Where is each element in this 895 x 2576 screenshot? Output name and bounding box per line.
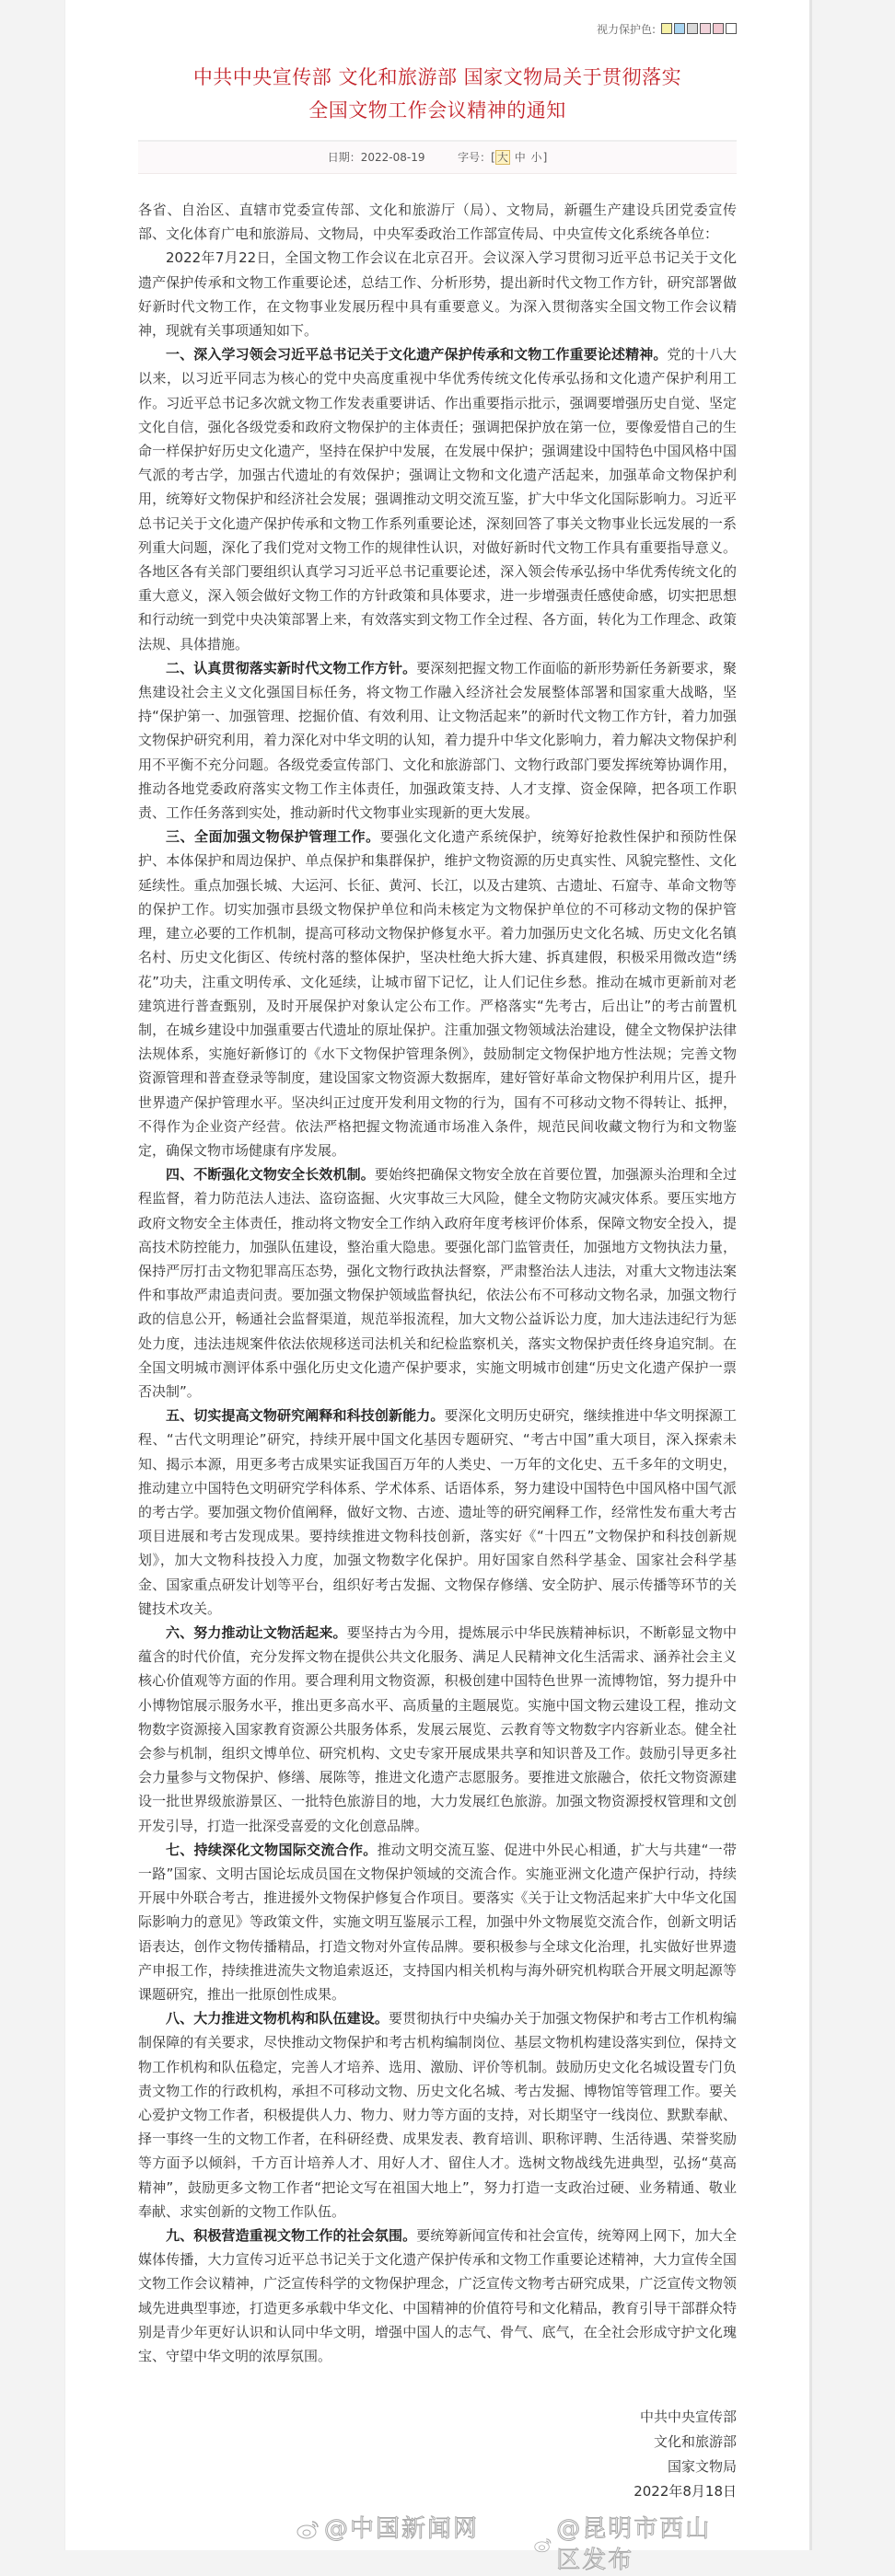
color-swatch-pink[interactable] <box>700 23 711 34</box>
section-paragraph <box>138 2006 737 2224</box>
font-size-small-button[interactable]: 小 <box>530 151 542 164</box>
section-heading: 四、不断强化文物安全长效机制。 <box>166 1166 375 1184</box>
color-swatch-yellow[interactable] <box>661 23 672 34</box>
article-panel <box>64 0 812 2575</box>
page-title <box>138 61 737 127</box>
eye-protection-color-picker <box>138 20 737 37</box>
title-line-2: 全国文物工作会议精神的通知 <box>308 99 566 121</box>
section-paragraph <box>138 1621 737 1838</box>
section-text: 要深化文明历史研究，继续推进中华文明探源工程、“古代文明理论”研究，持续开展中国文化基因专题研究、“考古中国”重大项目，深入探索未知、揭示本源，用更多考古成果实证我国百万年的人类史、一万年的文化史、五千多年的文明史，推动建立中国特色文明研究学科体系、学术体系、话语体系，努力建设中国特色中国风格中国气派的考古学。要加强文物价值阐释，做好文物、古迹、遗址等的研究阐释工作，经常性发布重大考古项目进展和考古发现成果。要持续推进文物科技创新，落实好《“十四五”文物保护和科技创新规划》，加大文物科技投入力度，加强文物数字化保护。用好国家自然科学基金、国家社会科学基金、国家重点研发计划等平台，组织好考古发掘、文物保存修缮、安全防护、展示传播等环节的关键技术攻关。 <box>138 1407 737 1617</box>
watermark-xishan <box>534 2513 737 2576</box>
font-size-label: 字号： <box>458 151 492 164</box>
color-swatch-rose[interactable] <box>713 23 724 34</box>
section-heading: 二、认真贯彻落实新时代文物工作方针。 <box>166 659 417 676</box>
section-heading: 三、全面加强文物保护管理工作。 <box>166 828 380 846</box>
section-text: 要贯彻执行中央编办关于加强文物保护和考古工作机构编制保障的有关要求，尽快推动文物保护和考古机构编制岗位、基层文物机构建设落实到位，保持文物工作机构和队伍稳定，完善人才培养、选用、激励、评价等机制。鼓励历史文化名城设置专门负责文物工作的行政机构，承担不可移动文物、历史文化名城、考古发掘、博物馆等管理工作。要关心爱护文物工作者，积极提供人力、物力、财力等方面的支持，对长期坚守一线岗位、默默奉献、择一事终一生的文物工作者，在科研经费、成果发表、教育培训、职称评聘、生活待遇、荣誉奖励等方面予以倾斜，千方百计培养人才、用好人才、留住人才。选树文物战线先进典型，弘扬“莫高精神”，鼓励更多文物工作者“把论文写在祖国大地上”，努力打造一支政治过硬、业务精通、敬业奉献、求实创新的文物工作队伍。 <box>138 2010 737 2220</box>
section-text: 要统筹新闻宣传和社会宣传，统筹网上网下，加大全媒体传播，大力宣传习近平总书记关于文化遗产保护传承和文物工作重要论述精神，大力宣传全国文物工作会议精神，广泛宣传科学的文物保护理念，广泛宣传文物考古研究成果，广泛宣传文物领域先进典型事迹，打造更多承载中华文化、中国精神的价值符号和文化精品，教育引导干部群众特别是青少年更好认识和认同中华文明，增强中国人的志气、骨气、底气，在全社会形成守护文化瑰宝、守望中华文明的浓厚氛围。 <box>138 2227 737 2365</box>
watermark-chinanews <box>296 2513 479 2545</box>
signature-block <box>138 2405 737 2504</box>
weibo-icon <box>534 2535 552 2555</box>
eye-protection-label: 视力保护色: <box>596 22 656 36</box>
font-size-large-button[interactable]: 大 <box>496 151 508 164</box>
salutation: 各省、自治区、直辖市党委宣传部、文化和旅游厅（局）、文物局，新疆生产建设兵团党委宣传部、文化体育广电和旅游局、文物局，中央军委政治工作部宣传局、中央宣传文化系统各单位： <box>138 202 737 243</box>
color-swatch-white[interactable] <box>726 23 737 34</box>
section-paragraph <box>138 1838 737 2006</box>
section-paragraph <box>138 825 737 1162</box>
section-text: 要坚持古为今用，提炼展示中华民族精神标识，不断彰显文物中蕴含的时代价值，充分发挥文物在提供公共文化服务、满足人民精神文化生活需求、涵养社会主义核心价值观等方面的作用。要合理利用文物资源，积极创建中国特色世界一流博物馆，努力提升中小博物馆展示服务水平，推出更多高水平、高质量的主题展览。实施中国文物云建设工程，推动文物数字资源接入国家教育资源公共服务体系，发展云展览、云教育等文物数字内容新业态。健全社会参与机制，组织文博单位、研究机构、文史专家开展成果共享和知识普及工作。鼓励引导更多社会力量参与文物保护、修缮、展陈等，推进文化遗产志愿服务。要推进文旅融合，依托文物资源建设一批世界级旅游景区、一批特色旅游目的地，大力发展红色旅游。加强文物资源授权管理和文创开发引导，打造一批深受喜爱的文化创意品牌。 <box>138 1623 737 1834</box>
article-content <box>138 0 737 2575</box>
signature-org-publicity: 中共中央宣传部 <box>639 2409 737 2426</box>
color-swatch-blue[interactable] <box>674 23 685 34</box>
watermark-text: @昆明市西山区发布 <box>556 2515 712 2575</box>
intro-paragraph: 2022年7月22日，全国文物工作会议在北京召开。会议深入学习贯彻习近平总书记关于文化遗产保护传承和文物工作重要论述，总结工作、分析形势，提出新时代文物工作方针，研究部署做好新时代文物工作，在文物事业发展历程中具有重要意义。为深入贯彻落实全国文物工作会议精神，现就有关事项通知如下。 <box>138 249 737 340</box>
section-heading: 七、持续深化文物国际交流合作。 <box>166 1841 378 1858</box>
article-meta-bar <box>138 140 737 174</box>
bracket-open: [ <box>491 151 495 164</box>
section-text: 要强化文化遗产系统保护，统筹好抢救性保护和预防性保护、本体保护和周边保护、单点保护和集群保护，维护文物资源的历史真实性、风貌完整性、文化延续性。重点加强长城、大运河、长征、黄河、长江，以及古建筑、古遗址、石窟寺、革命文物等的保护工作。切实加强市县级文物保护单位和尚未核定为文物保护单位的不可移动文物的保护管理，建立必要的工作机制，提高可移动文物保护修复水平。着力加强历史文化名城、历史文化名镇名村、历史文化街区、传统村落的整体保护，坚决杜绝大拆大建、拆真建假，积极采用微改造“绣花”功夫，注重文明传承、文化延续，让城市留下记忆，让人们记住乡愁。推动在城市更新前对老建筑进行普查甄别，及时开展保护对象认定公布工作。严格落实“先考古，后出让”的考古前置机制，在城乡建设中加强重要古代遗址的原址保护。注重加强文物领域法治建设，健全文物保护法律法规体系，实施好新修订的《水下文物保护管理条例》，鼓励制定文物保护地方性法规；完善文物资源管理和普查登录等制度，建设国家文物资源大数据库，建好管好革命文物保护利用片区，提升世界遗产保护管理水平。坚决纠正过度开发利用文物的行为，国有不可移动文物不得转让、抵押，不得作为企业资产经营。依法严格把握文物流通市场准入条件，规范民间收藏文物行为和文物鉴定，确保文物市场健康有序发展。 <box>138 828 737 1159</box>
weibo-icon <box>296 2519 320 2539</box>
section-list <box>138 342 737 2368</box>
signature-org-culture-tourism: 文化和旅游部 <box>653 2433 737 2451</box>
section-text: 党的十八大以来，以习近平同志为核心的党中央高度重视中华优秀传统文化传承弘扬和文化遗产保护利用工作。习近平总书记多次就文物工作发表重要讲话、作出重要指示批示，强调要增强历史自觉、坚定文化自信，强化各级党委和政府文物保护的主体责任；强调把保护放在第一位，要像爱惜自己的生命一样保护好历史文化遗产，坚持在保护中发展，在发展中保护；强调建设中国特色中国风格中国气派的考古学，加强古代遗址的有效保护；强调让文物和文化遗产活起来，加强革命文物保护利用，统筹好文物保护和经济社会发展；强调推动文明交流互鉴，扩大中华文化国际影响力。习近平总书记关于文化遗产保护传承和文物工作系列重要论述，深刻回答了事关文物事业长远发展的一系列重大问题，深化了我们党对文物工作的规律性认识，对做好新时代文物工作具有重要指导意义。各地区各有关部门要组织认真学习习近平总书记重要论述，深入领会传承弘扬中华优秀传统文化的重大意义，深入领会做好文物工作的方针政策和具体要求，进一步增强责任感使命感，切实把思想和行动统一到党中央决策部署上来，有效落实到文物工作全过程、各方面，转化为工作理念、政策法规、具体措施。 <box>138 346 737 653</box>
section-paragraph <box>138 1162 737 1404</box>
color-swatch-gray[interactable] <box>687 23 698 34</box>
title-line-1: 中共中央宣传部 文化和旅游部 国家文物局关于贯彻落实 <box>192 66 682 88</box>
watermark-text: @中国新闻网 <box>324 2515 480 2544</box>
section-heading: 一、深入学习领会习近平总书记关于文化遗产保护传承和文物工作重要论述精神。 <box>166 346 668 364</box>
article-body <box>138 198 737 2368</box>
section-heading: 六、努力推动让文物活起来。 <box>166 1623 347 1641</box>
section-heading: 五、切实提高文物研究阐释和科技创新能力。 <box>166 1407 445 1425</box>
section-paragraph <box>138 1404 737 1621</box>
section-heading: 九、积极营造重视文物工作的社会氛围。 <box>166 2227 417 2245</box>
section-text: 推动文明交流互鉴、促进中外民心相通，扩大与共建“一带一路”国家、文明古国论坛成员国在文物保护领域的交流合作。实施亚洲文化遗产保护行动，持续开展中外联合考古，推进援外文物保护修复合作项目。要落实《关于让文物活起来扩大中华文化国际影响力的意见》等政策文件，实施文明互鉴展示工程，加强中外文物展览交流合作，创新文明话语表达，创作文物传播精品，打造文物对外宣传品牌。要积极参与全球文化治理，扎实做好世界遗产申报工作，持续推进流失文物追索返还，支持国内相关机构与海外研究机构联合开展文明起源等课题研究，推出一批原创性成果。 <box>138 1841 737 2004</box>
bracket-close: ] <box>542 151 548 164</box>
section-paragraph <box>138 2224 737 2368</box>
section-paragraph <box>138 656 737 825</box>
section-paragraph <box>138 342 737 656</box>
font-size-medium-button[interactable]: 中 <box>514 151 526 164</box>
signature-org-cultural-heritage: 国家文物局 <box>667 2458 737 2476</box>
watermark-row <box>138 2510 737 2575</box>
section-text: 要始终把确保文物安全放在首要位置，加强源头治理和全过程监督，着力防范法人违法、盗窃盗掘、火灾事故三大风险，健全文物防灾减灾体系。要压实地方政府文物安全主体责任，推动将文物安全工作纳入政府年度考核评价体系，保障文物安全投入，提高技术防控能力，加强队伍建设，整治重大隐患。要强化部门监管责任，加强地方文物执法力量，保持严厉打击文物犯罪高压态势，强化文物行政执法督察，严肃整治法人违法，对重大文物违法案件和事故严肃追责问责。要加强文物保护领域监督执纪，依法公布不可移动文物名录，加强文物行政的信息公开，畅通社会监督渠道，规范举报流程，加大文物公益诉讼力度，加大违法违纪行为惩处力度，违法违规案件依法依规移送司法机关和纪检监察机关，落实文物保护责任终身追究制。在全国文明城市测评体系中强化历史文化遗产保护要求，实施文明城市创建“历史文化遗产保护一票否决制”。 <box>138 1166 737 1400</box>
publish-date: 日期：2022-08-19 <box>327 151 425 164</box>
section-heading: 八、大力推进文物机构和队伍建设。 <box>166 2010 389 2027</box>
section-text: 要深刻把握文物工作面临的新形势新任务新要求，聚焦建设社会主义文化强国目标任务，将文物工作融入经济社会发展整体部署和国家重大战略，坚持“保护第一、加强管理、挖掘价值、有效利用、让文物活起来”的新时代文物工作方针，着力加强文物保护研究利用，着力深化对中华文明的认知，着力提升中华文化影响力，着力解决文物保护利用不平衡不充分问题。各级党委宣传部门、文化和旅游部门、文物行政部门要发挥统筹协调作用，推动各地党委政府落实文物工作主体责任，加强政策支持、人才支撑、资金保障，把各项工作职责、工作任务落到实处，推动新时代文物事业实现新的更大发展。 <box>138 659 737 822</box>
signature-date: 2022年8月18日 <box>633 2483 737 2501</box>
